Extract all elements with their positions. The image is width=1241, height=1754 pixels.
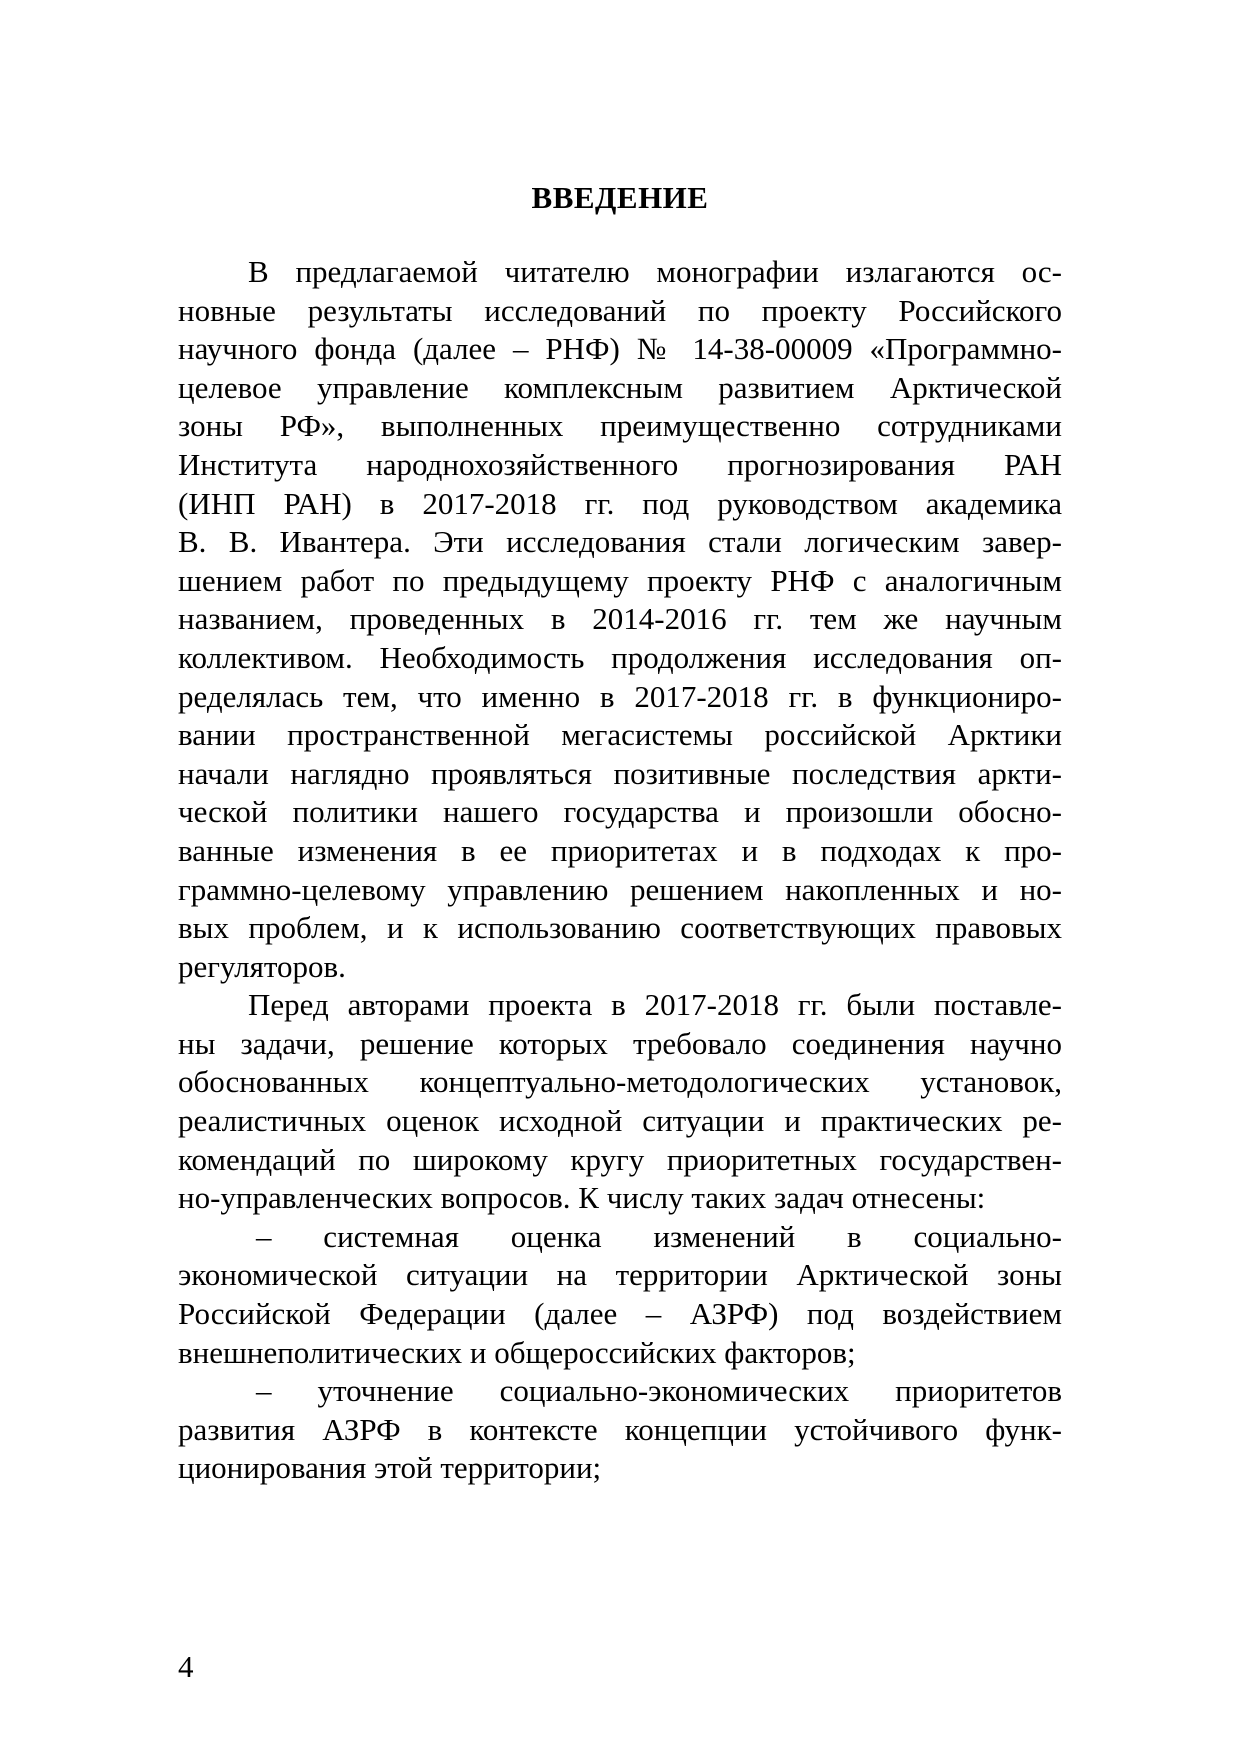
text-line: но-управленческих вопросов. К числу таких задач отнесены: [178, 1180, 986, 1216]
text-line: шением работ по предыдущему проекту РНФ с аналогичным [178, 562, 1062, 598]
text-line: обоснованных концептуально-методологических установок, [178, 1064, 1062, 1100]
list-item [178, 1218, 1062, 1372]
text-line: ванные изменения в ее приоритетах и в подходах к про- [178, 832, 1062, 868]
text-line: коллективом. Необходимость продолжения исследования оп- [178, 639, 1062, 675]
text-line: научного фонда (далее – РНФ) № 14-38-00009 «Программно- [178, 331, 1062, 367]
text-line: вых проблем, и к использованию соответствующих правовых [178, 910, 1062, 946]
text-line: развития АЗРФ в контексте концепции устойчивого функ- [178, 1411, 1062, 1447]
text-line: реалистичных оценок исходной ситуации и практических ре- [178, 1103, 1062, 1139]
page-number: 4 [178, 1649, 194, 1684]
page-title: ВВЕДЕНИЕ [531, 180, 709, 215]
text-line: комендаций по широкому кругу приоритетных государствен- [178, 1141, 1062, 1177]
paragraph-tasks [178, 986, 1062, 1218]
text-line: регуляторов. [178, 948, 346, 984]
text-line: В предлагаемой читателю монографии излагаются ос- [248, 254, 1062, 289]
text-line: В. В. Ивантера. Эти исследования стали логическим завер- [178, 524, 1062, 560]
list-item [178, 1372, 1062, 1488]
text-line: ределялась тем, что именно в 2017-2018 гг. в функциониро- [178, 678, 1062, 714]
text-line: зоны РФ», выполненных преимущественно сотрудниками [178, 408, 1062, 444]
text-line: названием, проведенных в 2014-2016 гг. тем же научным [178, 601, 1062, 637]
text-line: вании пространственной мегасистемы российской Арктики [178, 717, 1062, 753]
text-line: ны задачи, решение которых требовало соединения научно [178, 1025, 1062, 1061]
text-line: граммно-целевому управлению решением накопленных и но- [178, 871, 1062, 907]
body-text [178, 253, 1062, 1488]
text-line: экономической ситуации на территории Арктической зоны [178, 1257, 1062, 1293]
text-line: внешнеполитических и общероссийских факторов; [178, 1334, 856, 1370]
text-line: Института народнохозяйственного прогнозирования РАН [178, 446, 1062, 482]
text-line: Российской Федерации (далее – АЗРФ) под воздействием [178, 1296, 1062, 1332]
text-line: новные результаты исследований по проекту Российского [178, 292, 1062, 328]
paragraph-intro [178, 253, 1062, 986]
text-line: начали наглядно проявляться позитивные последствия аркти- [178, 755, 1062, 791]
text-line: Перед авторами проекта в 2017-2018 гг. были поставле- [248, 987, 1062, 1023]
text-line: ционирования этой территории; [178, 1450, 602, 1486]
text-line: (ИНП РАН) в 2017-2018 гг. под руководством академика [178, 485, 1062, 521]
text-line: целевое управление комплексным развитием Арктической [178, 369, 1062, 405]
text-line: ческой политики нашего государства и произошли обосно- [178, 794, 1062, 830]
text-line: – уточнение социально-экономических приоритетов [256, 1373, 1062, 1409]
text-line: – системная оценка изменений в социально- [256, 1218, 1062, 1254]
